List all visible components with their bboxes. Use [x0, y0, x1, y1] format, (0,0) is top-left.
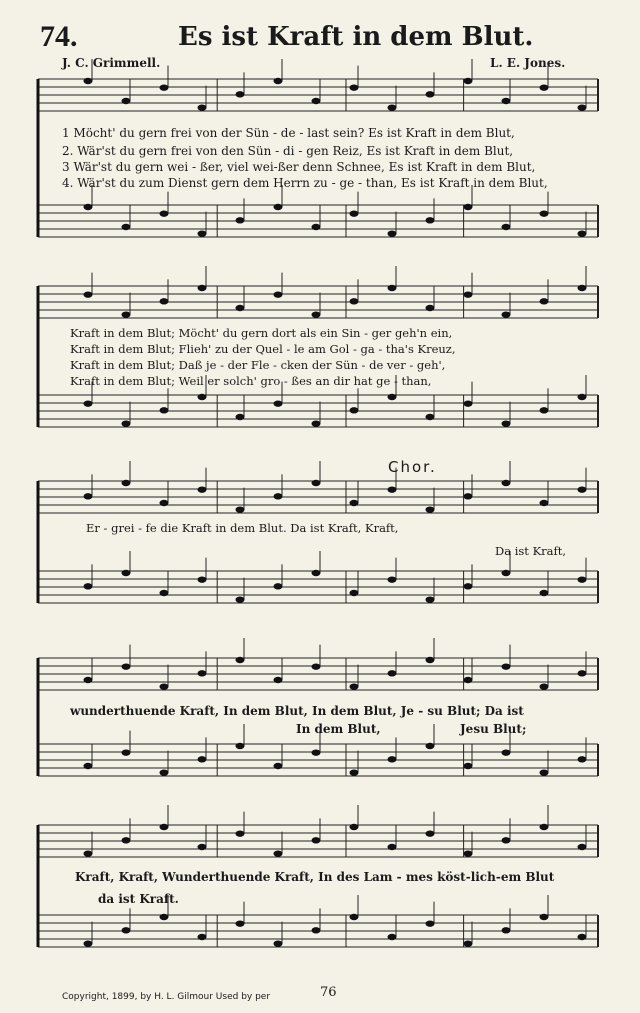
system3-bass-lyrics: Da ist Kraft,: [495, 544, 567, 558]
system4-lyrics: wunderthuende Kraft, In dem Blut, In dem Blut, Je - su Blut; Da ist: [70, 704, 524, 718]
system4-bass-lyrics-b: Jesu Blut;: [460, 722, 527, 736]
verse2-line-2: Kraft in dem Blut; Flieh' zu der Quel - le am Gol - ga - tha's Kreuz,: [70, 342, 456, 356]
verse-line-1: 1 Möcht' du gern frei von der Sün - de - last sein? Es ist Kraft in dem Blut,: [62, 126, 515, 140]
verse-line-4: 4. Wär'st du zum Dienst gern dem Herrn zu - ge - than, Es ist Kraft in dem Blut,: [62, 176, 548, 190]
verse-line-2: 2. Wär'st du gern frei von den Sün - di - gen Reiz, Es ist Kraft in dem Blut,: [62, 144, 514, 158]
composer-left: J. C. Grimmell.: [62, 56, 161, 70]
system5-lyrics: Kraft, Kraft, Wunderthuende Kraft, In des Lam - mes köst-lich-em Blut: [75, 870, 555, 884]
system5-bass-lyrics: da ist Kraft.: [98, 892, 179, 906]
composer-right: L. E. Jones.: [490, 56, 566, 70]
verse-line-3: 3 Wär'st du gern wei - ßer, viel wei-ßer denn Schnee, Es ist Kraft in dem Blut,: [62, 160, 536, 174]
system4-bass-lyrics-a: In dem Blut,: [296, 722, 381, 736]
verse2-line-4: Kraft in dem Blut; Weil er solch' gro - ßes an dir hat ge - than,: [70, 374, 432, 388]
page-number: 76: [320, 985, 337, 1000]
hymn-title: Es ist Kraft in dem Blut.: [178, 22, 534, 52]
chorus-label: Chor.: [388, 458, 437, 476]
verse2-line-1: Kraft in dem Blut; Möcht' du gern dort als ein Sin - ger geh'n ein,: [70, 326, 453, 340]
verse2-line-3: Kraft in dem Blut; Daß je - der Fle - cken der Sün - de ver - geh',: [70, 358, 446, 372]
hymn-number: 74.: [40, 20, 78, 53]
system3-lyrics: Er - grei - fe die Kraft in dem Blut. Da ist Kraft, Kraft,: [86, 521, 399, 535]
copyright-notice: Copyright, 1899, by H. L. Gilmour Used by per: [62, 992, 271, 1002]
